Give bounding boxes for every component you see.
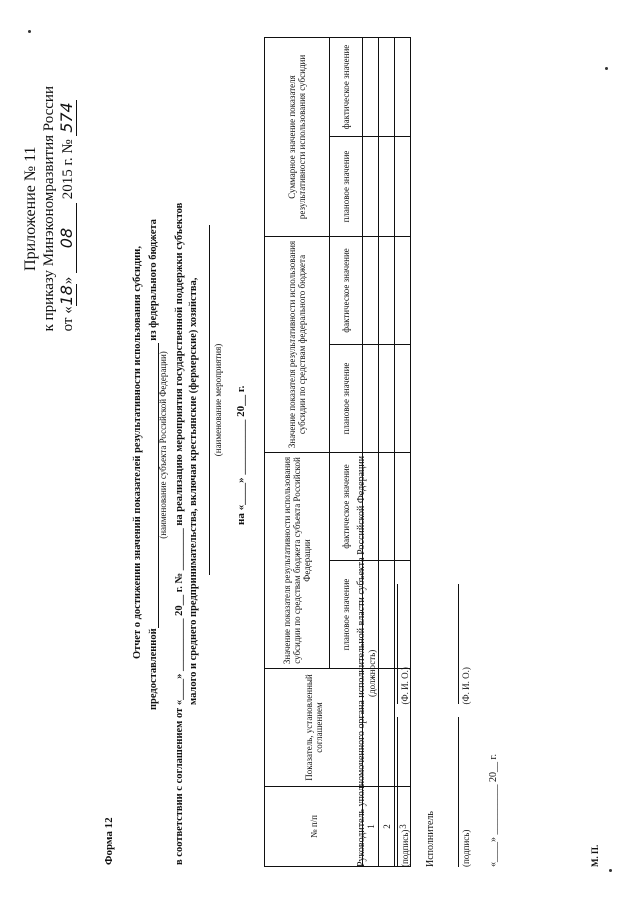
- header-total: Суммарное значение показателя результативности использования субсидии: [265, 37, 330, 236]
- header-regional: Значение показателя результативности использования субсидии по средствам бюджета субъекта Российской Федерации: [265, 452, 330, 668]
- cell: [363, 236, 379, 344]
- signature-note: (подпись): [461, 829, 471, 867]
- cell: [395, 37, 411, 136]
- header-planned: плановое значение: [330, 136, 363, 236]
- scan-speck: [609, 869, 612, 872]
- head-notes: [400, 456, 411, 867]
- handwritten-month: 08: [58, 203, 77, 273]
- cell: [379, 236, 395, 344]
- scan-speck: [28, 30, 31, 33]
- executor-sign-line: [448, 456, 459, 867]
- agreement-line-2: малого и среднего предпринимательства, включая крестьянские (фермерские) хозяйства,: [188, 277, 199, 705]
- cell: [363, 37, 379, 136]
- cell: [395, 236, 411, 344]
- header-planned: плановое значение: [330, 344, 363, 452]
- row-number: 1: [363, 787, 379, 867]
- cell: [363, 344, 379, 452]
- agreement-line-1: в соответствии с соглашением от «____» __________ 20__ г. № ________ на реализацию мероприятия государственной поддержки субъектов: [174, 202, 185, 865]
- head-sign-line: [387, 456, 398, 867]
- appendix-date: [58, 86, 77, 331]
- executor-fio-blank: [448, 585, 459, 705]
- stamp-place: М. П.: [590, 844, 600, 867]
- head-fio-blank: [387, 585, 398, 705]
- handwritten-number: 574: [58, 100, 77, 136]
- cell: [363, 136, 379, 236]
- position-note: (должность): [367, 649, 377, 697]
- cell: [395, 344, 411, 452]
- quote-close: »: [60, 276, 76, 285]
- row-number: 3: [395, 787, 411, 867]
- header-actual: фактическое значение: [330, 236, 363, 344]
- scan-speck: [605, 67, 608, 70]
- provided-suffix: из федерального бюджета: [148, 219, 159, 341]
- fio-note: (Ф. И. О.): [461, 667, 471, 705]
- cell: [379, 37, 395, 136]
- executor-notes: [461, 456, 472, 867]
- header-planned: плановое значение: [330, 561, 363, 669]
- fio-note: (Ф. И. О.): [400, 667, 410, 705]
- footer-date: «____» __________ 20__ г.: [488, 754, 499, 867]
- event-note: (наименование мероприятия): [213, 343, 223, 457]
- header-indicator: Показатель, установленный соглашением: [265, 669, 363, 787]
- head-signature-blank: [387, 717, 398, 867]
- subject-note: (наименование субъекта Российской Федерации): [158, 351, 168, 539]
- header-federal: Значение показателя результативности использования субсидии по средствам федерального бюджета: [265, 236, 330, 452]
- table-header-row: [265, 37, 330, 866]
- appendix-title: Приложение № 11: [22, 146, 39, 271]
- handwritten-day: 18: [57, 285, 76, 306]
- event-blank: [201, 225, 210, 575]
- cell: [379, 136, 395, 236]
- from-prefix: от «: [60, 306, 76, 332]
- header-actual: фактическое значение: [330, 452, 363, 560]
- signature-note: (подпись): [400, 829, 410, 867]
- report-title: Отчет о достижении значений показателей результативности использования субсидии,: [132, 246, 143, 659]
- form-label: Форма 12: [103, 817, 115, 865]
- appendix-order: к приказу Минэкономразвития России: [41, 86, 57, 332]
- header-actual: фактическое значение: [330, 37, 363, 136]
- appendix-block: [22, 86, 77, 331]
- year-text: 2015 г. №: [60, 139, 76, 200]
- head-label: Руководитель уполномоченного органа исполнительной власти субъекта Российской Федерации: [356, 455, 367, 867]
- cell: [395, 136, 411, 236]
- head-signature-block: [356, 456, 499, 867]
- as-of-date: на «____» __________ 20__ г.: [235, 385, 247, 525]
- row-number: 2: [379, 787, 395, 867]
- executor-signature-blank: [448, 717, 459, 867]
- provided-label: предоставленной: [148, 628, 159, 710]
- cell: [379, 344, 395, 452]
- executor-label: Исполнитель: [425, 811, 436, 867]
- header-num: № п/п: [265, 787, 363, 867]
